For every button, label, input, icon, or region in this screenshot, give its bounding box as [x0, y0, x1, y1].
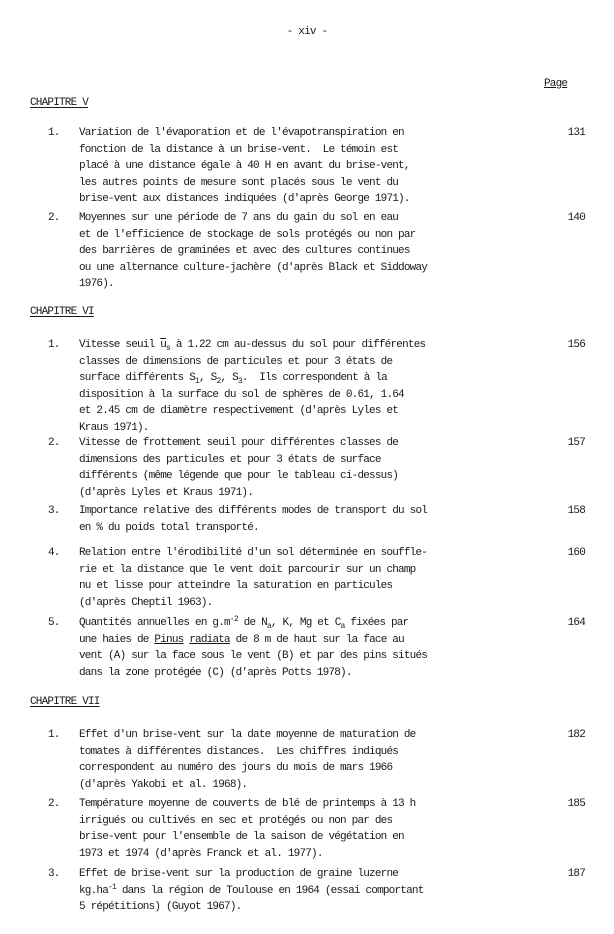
text: des barrières de graminées et avec des cultures continues: [79, 245, 410, 258]
item-number: 2.: [48, 798, 60, 810]
item-description: [79, 210, 427, 293]
description-line: [79, 777, 415, 794]
text: nu et lisse pour atteindre la saturation en particules: [79, 580, 393, 593]
page-column-header: Page: [544, 78, 568, 90]
description-line: [79, 883, 424, 900]
description-line: [79, 727, 415, 744]
subscript: a: [340, 622, 345, 631]
item-number: 2.: [48, 212, 60, 224]
text: les autres points de mesure sont placés sous le vent du: [79, 176, 399, 189]
description-line: [79, 796, 415, 813]
text: rie et la distance que le vent doit parcourir sur un champ: [79, 563, 416, 576]
text: classes de dimensions de particules et pour 3 états de: [79, 355, 393, 368]
text: Importance relative des différents modes de transport du sol: [79, 505, 428, 517]
chapter-heading: CHAPITRE VII: [30, 696, 100, 708]
description-line: [79, 866, 424, 883]
item-number: 1.: [48, 127, 60, 139]
text: Quantités annuelles en g.m: [79, 617, 230, 629]
text: , S: [220, 372, 238, 385]
description-line: [79, 158, 410, 175]
description-line: [79, 578, 427, 595]
description-line: [79, 210, 427, 227]
subscript: 2: [216, 377, 221, 387]
text: Température moyenne de couverts de blé de printemps à 13 h: [79, 798, 416, 810]
description-line: [79, 337, 425, 354]
underlined-term: Pinus: [154, 633, 184, 646]
text: ou une alternance culture-jachère (d'après Black et Siddoway: [79, 261, 428, 274]
text: dans la zone protégée (C) (d'après Potts 1978).: [79, 666, 352, 679]
description-line: [79, 520, 427, 537]
description-line: [79, 125, 410, 142]
description-line: [79, 387, 425, 404]
item-description: [79, 615, 427, 681]
text: différents (même légende que pour le tableau ci-dessus): [79, 470, 399, 483]
description-line: [79, 813, 415, 830]
item-description: [79, 796, 415, 862]
item-description: [79, 545, 427, 611]
text: correspondent au numéro des jours du mois de mars 1966: [79, 762, 393, 775]
description-line: [79, 648, 427, 665]
item-number: 3.: [48, 868, 60, 880]
description-line: [79, 403, 425, 420]
text: de 8 m de haut sur la face au: [229, 633, 404, 646]
text: dimensions des particules et pour 3 états de surface: [79, 453, 381, 466]
item-page: 131: [567, 127, 585, 139]
item-description: [79, 503, 427, 536]
text: fixées par: [344, 617, 409, 629]
description-line: [79, 595, 427, 612]
subscript: 3: [237, 377, 242, 387]
description-line: [79, 175, 410, 192]
item-description: [79, 727, 415, 793]
item-page: 160: [567, 547, 585, 559]
text: Effet d'un brise-vent sur la date moyenne de maturation de: [79, 729, 416, 741]
item-page: 187: [567, 868, 585, 880]
description-line: [79, 452, 398, 469]
text: une haies de: [79, 633, 155, 646]
item-page: 156: [567, 339, 585, 351]
text: Moyennes sur une période de 7 ans du gain du sol en eau: [79, 212, 399, 224]
item-number: 1.: [48, 729, 60, 741]
superscript: -1: [108, 882, 117, 892]
text: et de l'efficience de stockage de sols protégés ou non par: [79, 228, 416, 241]
description-line: [79, 562, 427, 579]
text: disposition à la surface du sol de sphères de 0.61, 1.64: [79, 388, 404, 401]
item-description: [79, 337, 425, 437]
description-line: [79, 485, 398, 502]
text: , S: [199, 372, 217, 385]
description-line: [79, 545, 427, 562]
description-line: [79, 503, 427, 520]
page-number: - xiv -: [286, 26, 328, 38]
text: kg.ha: [79, 884, 109, 897]
description-line: [79, 276, 427, 293]
text: placé à une distance égale à 40 H en avant du brise-vent,: [79, 160, 410, 173]
superscript: -2: [229, 615, 238, 624]
item-description: [79, 125, 410, 208]
text: (d'après Yakobi et al. 1968).: [79, 778, 248, 791]
description-line: [79, 260, 427, 277]
description-line: [79, 370, 425, 387]
item-number: 5.: [48, 617, 60, 629]
text: (d'après Lyles et Kraus 1971).: [79, 486, 254, 499]
item-page: 140: [567, 212, 585, 224]
text: 1973 et 1974 (d'après Franck et al. 1977).: [79, 847, 323, 860]
text: . Ils correspondent à la: [241, 372, 387, 385]
text: brise-vent pour l'ensemble de la saison de végétation en: [79, 831, 404, 844]
text: , K, Mg et C: [270, 617, 341, 629]
item-number: 2.: [48, 437, 60, 449]
description-line: [79, 435, 398, 452]
text: Variation de l'évaporation et de l'évapotranspiration en: [79, 127, 404, 139]
underlined-term: radiata: [189, 633, 230, 646]
text: Effet de brise-vent sur la production de graine luzerne: [79, 868, 399, 880]
text: Relation entre l'érodibilité d'un sol déterminée en souffle-: [79, 547, 428, 559]
description-line: [79, 227, 427, 244]
item-page: 182: [567, 729, 585, 741]
description-line: [79, 191, 410, 208]
description-line: [79, 615, 427, 632]
text: brise-vent aux distances indiquées (d'après George 1971).: [79, 193, 410, 206]
chapter-heading: CHAPITRE V: [30, 97, 89, 109]
text: 1976).: [79, 278, 114, 291]
text: (d'après Cheptil 1963).: [79, 596, 213, 609]
text: 5 répétitions) (Guyot 1967).: [79, 901, 242, 914]
item-number: 3.: [48, 505, 60, 517]
description-line: [79, 468, 398, 485]
item-page: 157: [567, 437, 585, 449]
text: et 2.45 cm de diamètre respectivement (d'après Lyles et: [79, 405, 399, 418]
subscript: 1: [195, 377, 200, 387]
description-line: [79, 632, 427, 649]
description-line: [79, 744, 415, 761]
text: de N: [237, 617, 267, 629]
chapter-heading: CHAPITRE VI: [30, 306, 94, 318]
overlined-symbol: $\overline{u}$: [160, 339, 167, 351]
item-number: 4.: [48, 547, 60, 559]
text: en % du poids total transporté.: [79, 521, 259, 534]
item-description: [79, 866, 424, 916]
item-page: 164: [567, 617, 585, 629]
item-page: 158: [567, 505, 585, 517]
text: surface différents S: [79, 372, 196, 385]
description-line: [79, 665, 427, 682]
text: fonction de la distance à un brise-vent. Le témoin est: [79, 143, 399, 156]
text: Kraus 1971).: [79, 421, 149, 434]
description-line: [79, 142, 410, 159]
text: Vitesse de frottement seuil pour différentes classes de: [79, 437, 399, 449]
text: dans la région de Toulouse en 1964 (essai comportant: [116, 884, 424, 897]
description-line: [79, 760, 415, 777]
item-description: [79, 435, 398, 501]
description-line: [79, 899, 424, 916]
description-line: [79, 243, 427, 260]
description-line: [79, 354, 425, 371]
subscript: s: [166, 344, 171, 353]
text: vent (A) sur la face sous le vent (B) et par des pins situés: [79, 650, 428, 663]
text: à 1.22 cm au-dessus du sol pour différentes: [170, 339, 426, 351]
description-line: [79, 829, 415, 846]
item-page: 185: [567, 798, 585, 810]
text: Vitesse seuil: [79, 339, 161, 351]
subscript: a: [266, 622, 271, 631]
text: tomates à différentes distances. Les chiffres indiqués: [79, 745, 399, 758]
text: irrigués ou cultivés en sec et protégés ou non par des: [79, 814, 393, 827]
item-number: 1.: [48, 339, 60, 351]
description-line: [79, 846, 415, 863]
